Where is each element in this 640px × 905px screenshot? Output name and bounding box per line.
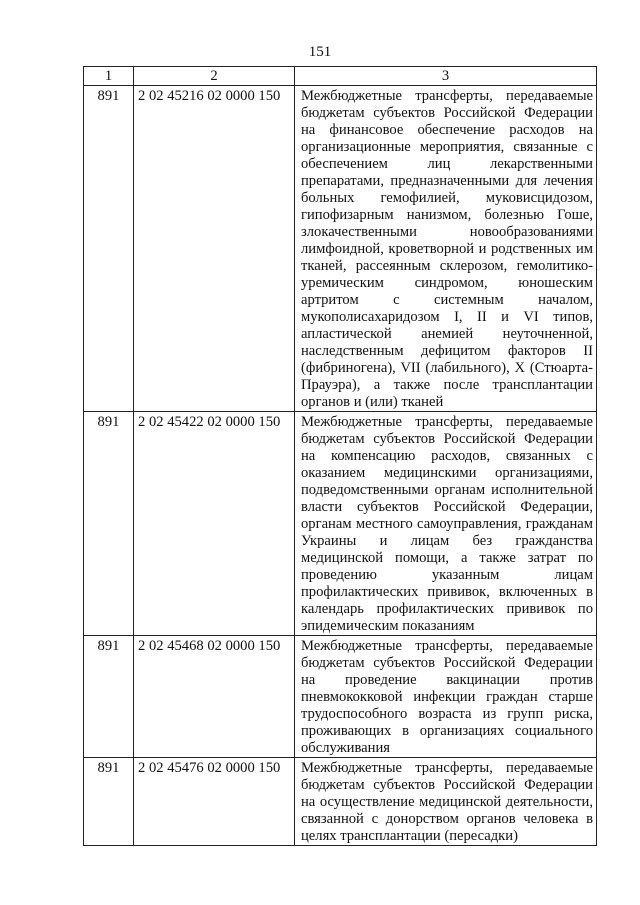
description-cell: Межбюджетные трансферты, передаваемые бюджетам субъектов Российской Федерации на финансовое обеспечение расходов на организационные мероприятия, связанные с обеспечением лиц лекарственными препаратами, предназначенными для лечения больных гемофилией, муковисцидозом, гипофизарным нанизмом, болезнью Гоше, злокачественными новообразованиями лимфоидной, кроветворной и родственных им тканей, рассеянным склерозом, гемолитико-уремическим синдромом, юношеским артритом с системным началом, мукополисахаридозом I, II и VI типов, апластической анемией неуточненной, наследственным дефицитом факторов II (фибриногена), VII (лабильного), X (Стюарта-Прауэра), а также после трансплантации органов и (или) тканей [295,86,597,412]
description-cell: Межбюджетные трансферты, передаваемые бюджетам субъектов Российской Федерации на проведение вакцинации против пневмококковой инфекции граждан старше трудоспособного возраста из групп риска, проживающих в организациях социального обслуживания [295,636,597,758]
budget-code-cell: 2 02 45422 02 0000 150 [134,412,295,636]
table-header-row [84,67,597,86]
budget-code-cell: 2 02 45476 02 0000 150 [134,758,295,846]
table-row [84,86,597,412]
admin-code-cell: 891 [84,636,134,758]
page-number: 151 [308,44,332,60]
table-row [84,412,597,636]
budget-code-cell: 2 02 45468 02 0000 150 [134,636,295,758]
column-header-1: 1 [84,67,134,86]
admin-code-cell: 891 [84,412,134,636]
table-row [84,758,597,846]
description-cell: Межбюджетные трансферты, передаваемые бюджетам субъектов Российской Федерации на осуществление медицинской деятельности, связанной с донорством органов человека в целях трансплантации (пересадки) [295,758,597,846]
column-header-2: 2 [134,67,295,86]
budget-code-cell: 2 02 45216 02 0000 150 [134,86,295,412]
description-cell: Межбюджетные трансферты, передаваемые бюджетам субъектов Российской Федерации на компенсацию расходов, связанных с оказанием медицинскими организациями, подведомственными органам исполнительной власти субъектов Российской Федерации, органам местного самоуправления, гражданам Украины и лицам без гражданства медицинской помощи, а также затрат по проведению указанным лицам профилактических прививок, включенных в календарь профилактических прививок по эпидемическим показаниям [295,412,597,636]
column-header-3: 3 [295,67,597,86]
admin-code-cell: 891 [84,758,134,846]
admin-code-cell: 891 [84,86,134,412]
table-row [84,636,597,758]
budget-classification-table [83,66,597,846]
